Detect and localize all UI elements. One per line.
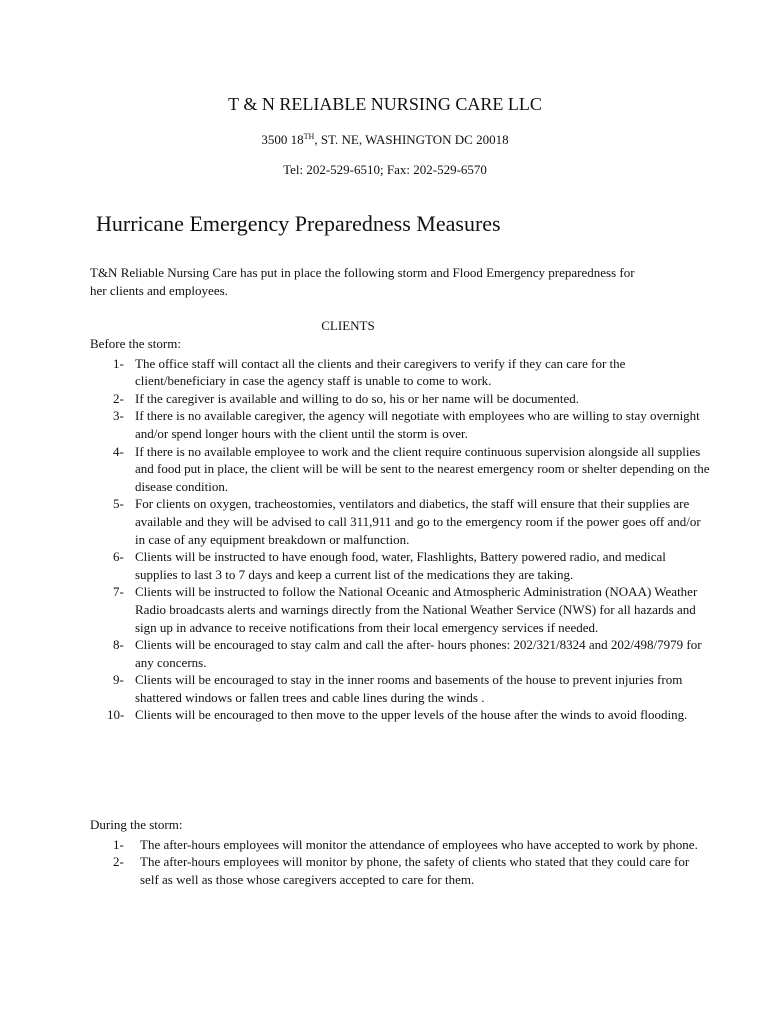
address-street: , ST. NE, WASHINGTON DC 20018 xyxy=(314,132,509,147)
list-item-number: 2- xyxy=(113,854,124,870)
list-item-text: If the caregiver is available and willing to do so, his or her name will be documented. xyxy=(135,390,580,406)
during-storm-list xyxy=(90,836,710,889)
contact-phones: Tel: 202-529-6510; Fax: 202-529-6570 xyxy=(283,162,487,177)
list-item-number: 4- xyxy=(113,443,124,459)
list-item xyxy=(90,671,710,706)
before-storm-heading: Before the storm: xyxy=(90,336,181,351)
section-heading-text: CLIENTS xyxy=(321,318,375,333)
list-item-number: 9- xyxy=(113,672,124,688)
list-item xyxy=(90,853,710,888)
list-item xyxy=(90,390,710,408)
list-item-number: 10- xyxy=(107,707,125,723)
address-number: 3500 18 xyxy=(261,132,304,147)
list-item-text: Clients will be encouraged to stay calm and call the after- hours phones: 202/321/8324 and 202/498/7979 for any concerns. xyxy=(135,637,702,670)
list-item xyxy=(90,706,710,724)
list-item-text: If there is no available caregiver, the agency will negotiate with employees who are willing to stay overnight and/or spend longer hours with the client until the storm is over. xyxy=(135,408,700,441)
list-item-text: The after-hours employees will monitor the attendance of employees who have accepted to work by phone. xyxy=(140,836,698,852)
list-item xyxy=(90,836,710,854)
before-storm-list xyxy=(90,355,710,724)
list-item-text: If there is no available employee to work and the client require continuous supervision alongside all supplies and food put in place, the client will be will be sent to the nearest emergency room or shelter depending on the disease condition. xyxy=(135,443,710,494)
address-superscript: TH xyxy=(303,132,315,141)
list-item-text: Clients will be encouraged to stay in the inner rooms and basements of the house to prevent injuries from shattered windows or fallen trees and cable lines during the winds . xyxy=(135,672,683,705)
intro-paragraph: T&N Reliable Nursing Care has put in place the following storm and Flood Emergency preparedness for her clients and employees. xyxy=(90,265,635,298)
list-item-number: 1- xyxy=(113,836,124,852)
list-item-text: Clients will be instructed to follow the National Oceanic and Atmospheric Administration (NOAA) Weather Radio broadcasts alerts and warnings directly from the National Weather Service (NWS) for all hazards and sign up in advance to receive notifications from their local emergency services if needed. xyxy=(135,584,698,635)
section-heading-clients xyxy=(0,318,770,334)
before-storm-section xyxy=(90,335,710,724)
document-title: Hurricane Emergency Preparedness Measures xyxy=(96,211,501,236)
list-item-number: 3- xyxy=(113,408,124,424)
list-item-number: 7- xyxy=(113,584,124,600)
list-item-number: 8- xyxy=(113,637,124,653)
list-item xyxy=(90,495,710,548)
list-item xyxy=(90,583,710,636)
organization-name: T & N RELIABLE NURSING CARE LLC xyxy=(228,94,542,114)
list-item-text: The office staff will contact all the clients and their caregivers to verify if they can care for the client/beneficiary in case the agency staff is unable to come to work. xyxy=(135,355,626,389)
organization-address xyxy=(0,132,770,148)
list-item-number: 2- xyxy=(113,390,124,406)
list-item xyxy=(90,636,710,671)
list-item-number: 6- xyxy=(113,549,124,565)
list-item-number: 1- xyxy=(113,355,124,371)
list-item-text: For clients on oxygen, tracheostomies, ventilators and diabetics, the staff will ensure that their supplies are available and they will be advised to call 311,911 and go to the emergency room if the power goes off and/or in case of any equipment breakdown or malfunction. xyxy=(135,496,701,547)
list-item-text: Clients will be instructed to have enough food, water, Flashlights, Battery powered radio, and medical supplies to last 3 to 7 days and keep a current list of the medications they are taking. xyxy=(135,549,666,582)
list-item-text: Clients will be encouraged to then move to the upper levels of the house after the winds to avoid flooding. xyxy=(135,707,688,723)
list-item-text: The after-hours employees will monitor by phone, the safety of clients who stated that they could care for self as well as those whose caregivers accepted to care for them. xyxy=(140,854,690,887)
list-item xyxy=(90,407,710,442)
list-item xyxy=(90,443,710,496)
during-storm-heading: During the storm: xyxy=(90,817,183,832)
list-item xyxy=(90,355,710,390)
during-storm-section xyxy=(90,816,710,888)
list-item-number: 5- xyxy=(113,496,124,512)
list-item xyxy=(90,548,710,583)
